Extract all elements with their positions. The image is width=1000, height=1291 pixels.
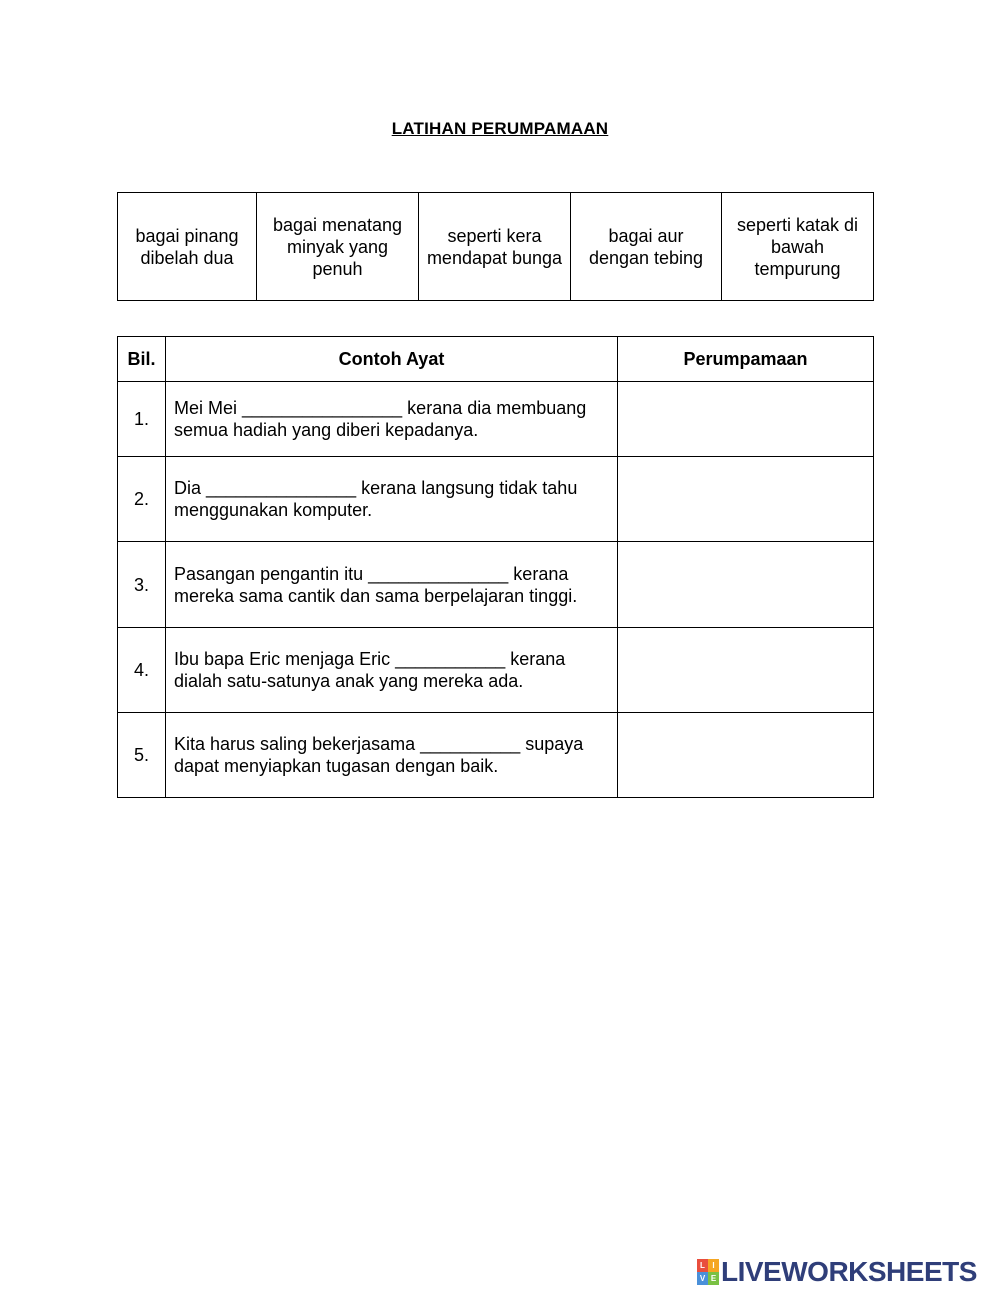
answer-cell[interactable] [618,628,874,713]
table-row [118,457,874,542]
row-sentence: Mei Mei ________________ kerana dia membuang semua hadiah yang diberi kepadanya. [166,382,618,457]
row-number: 4. [118,628,166,713]
row-sentence: Ibu bapa Eric menjaga Eric ___________ kerana dialah satu-satunya anak yang mereka ada. [166,628,618,713]
table-row [118,382,874,457]
row-number: 3. [118,542,166,628]
logo-block: V [697,1272,708,1285]
header-answer: Perumpamaan [618,337,874,382]
header-no: Bil. [118,337,166,382]
answer-cell[interactable] [618,382,874,457]
answer-cell[interactable] [618,542,874,628]
row-number: 5. [118,713,166,798]
row-sentence: Kita harus saling bekerjasama __________ supaya dapat menyiapkan tugasan dengan baik. [166,713,618,798]
header-sentence: Contoh Ayat [166,337,618,382]
row-number: 2. [118,457,166,542]
row-sentence: Pasangan pengantin itu ______________ kerana mereka sama cantik dan sama berpelajaran tinggi. [166,542,618,628]
page-title: LATIHAN PERUMPAMAAN [391,119,609,138]
logo-block: L [697,1259,708,1272]
answer-cell[interactable] [618,713,874,798]
liveworksheets-logo [697,1256,977,1288]
exercise-table [117,336,874,798]
logo-block: I [708,1259,719,1272]
option-cell: seperti kera mendapat bunga [419,193,571,301]
logo-text: LIVEWORKSHEETS [721,1256,977,1287]
answer-cell[interactable] [618,457,874,542]
option-cell: bagai menatang minyak yang penuh [257,193,419,301]
table-row [118,628,874,713]
option-cell: bagai pinang dibelah dua [118,193,257,301]
table-row [118,542,874,628]
option-cell: seperti katak di bawah tempurung [722,193,874,301]
options-table [117,192,874,301]
live-blocks-icon [697,1259,719,1285]
option-cell: bagai aur dengan tebing [571,193,722,301]
table-row [118,713,874,798]
row-number: 1. [118,382,166,457]
table-header-row [118,337,874,382]
row-sentence: Dia _______________ kerana langsung tidak tahu menggunakan komputer. [166,457,618,542]
logo-block: E [708,1272,719,1285]
